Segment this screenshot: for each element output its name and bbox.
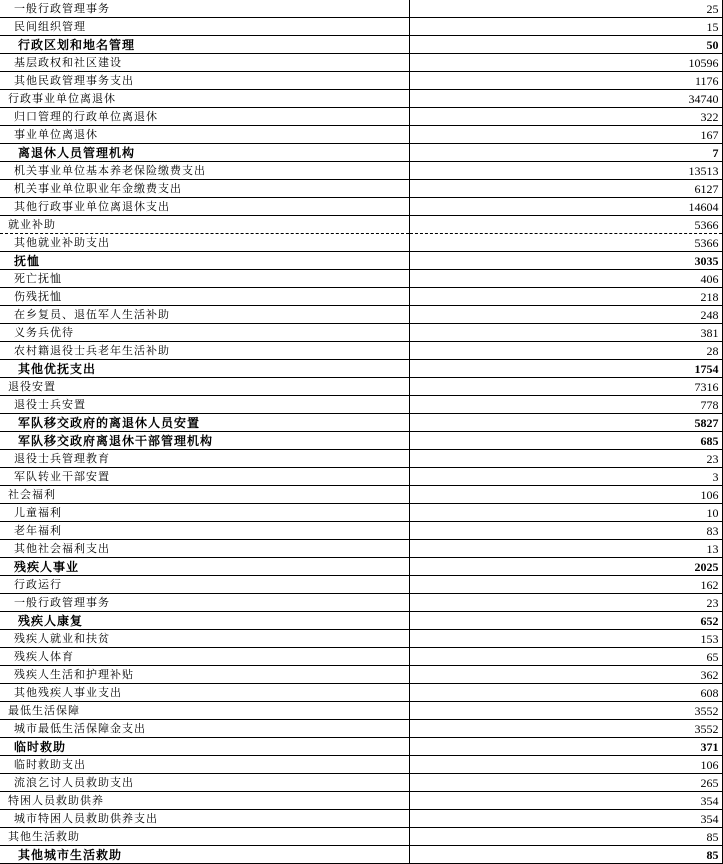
- row-label: 民间组织管理: [0, 18, 409, 36]
- table-row: [0, 612, 722, 630]
- row-amount: 608: [409, 684, 722, 702]
- table-row: [0, 36, 722, 54]
- row-amount: 218: [409, 288, 722, 306]
- row-label: 流浪乞讨人员救助支出: [0, 774, 409, 792]
- row-amount: 354: [409, 810, 722, 828]
- table-row: [0, 594, 722, 612]
- row-label: 残疾人事业: [0, 558, 409, 576]
- row-amount: 7: [409, 144, 722, 162]
- row-label: 军队移交政府离退休干部管理机构: [0, 432, 409, 450]
- row-label: 最低生活保障: [0, 702, 409, 720]
- row-label: 其他城市生活救助: [0, 846, 409, 864]
- table-row: [0, 504, 722, 522]
- row-amount: 34740: [409, 90, 722, 108]
- table-row: [0, 468, 722, 486]
- row-label: 一般行政管理事务: [0, 594, 409, 612]
- table-row: [0, 342, 722, 360]
- row-amount: 1176: [409, 72, 722, 90]
- table-row: [0, 648, 722, 666]
- table-row: [0, 666, 722, 684]
- table-row: [0, 162, 722, 180]
- row-amount: 248: [409, 306, 722, 324]
- row-label: 其他残疾人事业支出: [0, 684, 409, 702]
- row-label: 临时救助: [0, 738, 409, 756]
- table-row: [0, 0, 722, 18]
- table-row: [0, 90, 722, 108]
- row-amount: 2025: [409, 558, 722, 576]
- table-row: [0, 738, 722, 756]
- row-amount: 13513: [409, 162, 722, 180]
- row-amount: 265: [409, 774, 722, 792]
- table-row: [0, 810, 722, 828]
- row-amount: 322: [409, 108, 722, 126]
- row-amount: 381: [409, 324, 722, 342]
- row-label: 老年福利: [0, 522, 409, 540]
- row-amount: 13: [409, 540, 722, 558]
- row-label: 其他就业补助支出: [0, 234, 409, 252]
- table-row: [0, 540, 722, 558]
- table-row: [0, 234, 722, 252]
- row-label: 离退休人员管理机构: [0, 144, 409, 162]
- row-amount: 10: [409, 504, 722, 522]
- row-amount: 23: [409, 594, 722, 612]
- row-label: 机关事业单位职业年金缴费支出: [0, 180, 409, 198]
- row-amount: 3: [409, 468, 722, 486]
- table-row: [0, 702, 722, 720]
- table-row: [0, 630, 722, 648]
- row-label: 行政运行: [0, 576, 409, 594]
- row-amount: 652: [409, 612, 722, 630]
- row-amount: 85: [409, 828, 722, 846]
- table-row: [0, 108, 722, 126]
- table-row: [0, 828, 722, 846]
- table-row: [0, 774, 722, 792]
- row-label: 残疾人就业和扶贫: [0, 630, 409, 648]
- table-row: [0, 54, 722, 72]
- table-row: [0, 684, 722, 702]
- row-label: 退役士兵管理教育: [0, 450, 409, 468]
- table-row: [0, 576, 722, 594]
- row-label: 抚恤: [0, 252, 409, 270]
- row-label: 一般行政管理事务: [0, 0, 409, 18]
- row-amount: 3552: [409, 702, 722, 720]
- row-label: 其他行政事业单位离退休支出: [0, 198, 409, 216]
- row-amount: 85: [409, 846, 722, 864]
- row-label: 行政事业单位离退休: [0, 90, 409, 108]
- row-amount: 25: [409, 0, 722, 18]
- row-amount: 167: [409, 126, 722, 144]
- row-label: 归口管理的行政单位离退休: [0, 108, 409, 126]
- row-label: 机关事业单位基本养老保险缴费支出: [0, 162, 409, 180]
- row-amount: 3552: [409, 720, 722, 738]
- table-row: [0, 450, 722, 468]
- table-row: [0, 486, 722, 504]
- row-label: 特困人员救助供养: [0, 792, 409, 810]
- table-row: [0, 306, 722, 324]
- row-amount: 23: [409, 450, 722, 468]
- row-label: 其他优抚支出: [0, 360, 409, 378]
- table-row: [0, 180, 722, 198]
- row-label: 其他社会福利支出: [0, 540, 409, 558]
- row-amount: 778: [409, 396, 722, 414]
- table-row: [0, 720, 722, 738]
- row-label: 军队转业干部安置: [0, 468, 409, 486]
- table-row: [0, 198, 722, 216]
- row-label: 残疾人康复: [0, 612, 409, 630]
- row-label: 在乡复员、退伍军人生活补助: [0, 306, 409, 324]
- row-amount: 28: [409, 342, 722, 360]
- row-amount: 1754: [409, 360, 722, 378]
- row-amount: 362: [409, 666, 722, 684]
- row-amount: 371: [409, 738, 722, 756]
- row-amount: 153: [409, 630, 722, 648]
- row-amount: 6127: [409, 180, 722, 198]
- row-amount: 162: [409, 576, 722, 594]
- row-amount: 3035: [409, 252, 722, 270]
- row-amount: 50: [409, 36, 722, 54]
- table-row: [0, 288, 722, 306]
- table-row: [0, 144, 722, 162]
- row-label: 儿童福利: [0, 504, 409, 522]
- row-label: 死亡抚恤: [0, 270, 409, 288]
- table-row: [0, 324, 722, 342]
- row-label: 退役士兵安置: [0, 396, 409, 414]
- row-amount: 5366: [409, 216, 722, 234]
- row-amount: 106: [409, 486, 722, 504]
- table-row: [0, 792, 722, 810]
- table-row: [0, 360, 722, 378]
- row-amount: 10596: [409, 54, 722, 72]
- row-label: 军队移交政府的离退休人员安置: [0, 414, 409, 432]
- table-row: [0, 846, 722, 864]
- row-label: 退役安置: [0, 378, 409, 396]
- row-label: 义务兵优待: [0, 324, 409, 342]
- row-label: 城市特困人员救助供养支出: [0, 810, 409, 828]
- row-label: 城市最低生活保障金支出: [0, 720, 409, 738]
- table-row: [0, 72, 722, 90]
- row-amount: 5366: [409, 234, 722, 252]
- row-amount: 83: [409, 522, 722, 540]
- row-amount: 106: [409, 756, 722, 774]
- row-amount: 15: [409, 18, 722, 36]
- table-row: [0, 756, 722, 774]
- table-row: [0, 396, 722, 414]
- row-amount: 354: [409, 792, 722, 810]
- table-row: [0, 216, 722, 234]
- row-label: 社会福利: [0, 486, 409, 504]
- row-amount: 685: [409, 432, 722, 450]
- row-label: 伤残抚恤: [0, 288, 409, 306]
- row-label: 事业单位离退休: [0, 126, 409, 144]
- row-amount: 7316: [409, 378, 722, 396]
- row-label: 行政区划和地名管理: [0, 36, 409, 54]
- table-row: [0, 522, 722, 540]
- row-label: 基层政权和社区建设: [0, 54, 409, 72]
- row-label: 农村籍退役士兵老年生活补助: [0, 342, 409, 360]
- row-label: 残疾人体育: [0, 648, 409, 666]
- table-row: [0, 270, 722, 288]
- table-row: [0, 414, 722, 432]
- table-row: [0, 558, 722, 576]
- row-label: 其他民政管理事务支出: [0, 72, 409, 90]
- table-row: [0, 432, 722, 450]
- row-label: 其他生活救助: [0, 828, 409, 846]
- row-amount: 65: [409, 648, 722, 666]
- row-label: 残疾人生活和护理补贴: [0, 666, 409, 684]
- table-row: [0, 252, 722, 270]
- row-amount: 5827: [409, 414, 722, 432]
- row-label: 就业补助: [0, 216, 409, 234]
- table-row: [0, 126, 722, 144]
- row-amount: 14604: [409, 198, 722, 216]
- row-amount: 406: [409, 270, 722, 288]
- table-row: [0, 378, 722, 396]
- table-row: [0, 18, 722, 36]
- row-label: 临时救助支出: [0, 756, 409, 774]
